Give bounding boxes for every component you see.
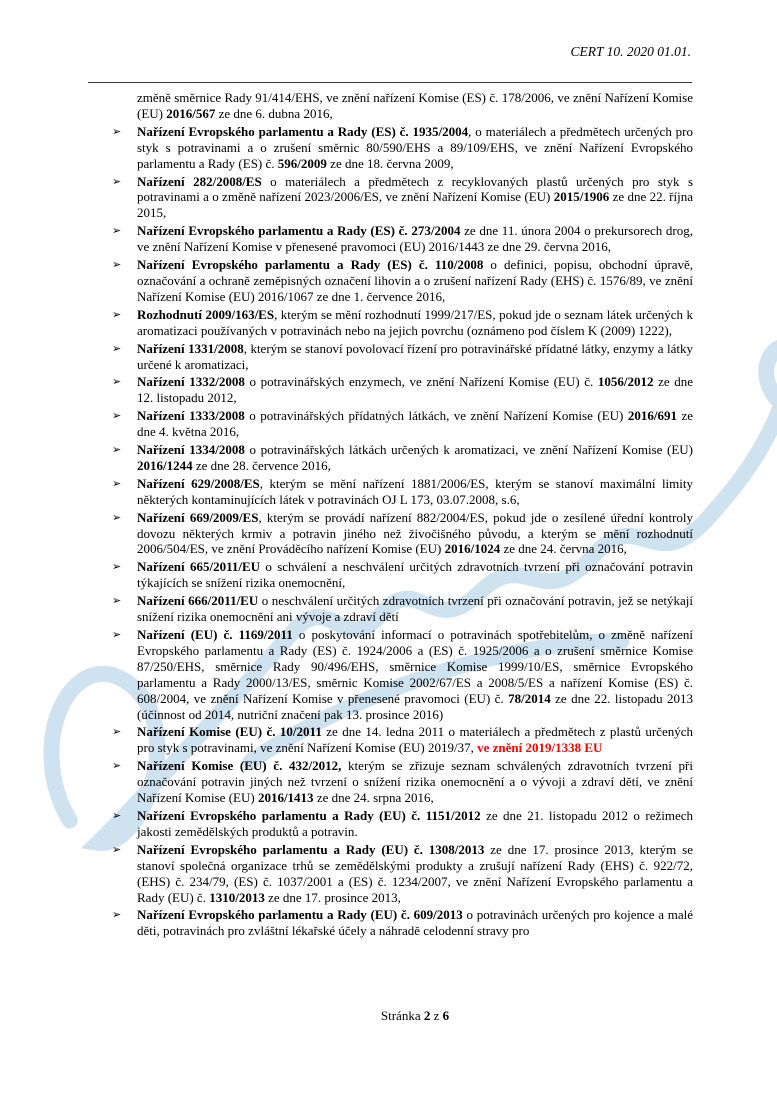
text-segment: Nařízení 665/2011/EU <box>137 559 261 575</box>
list-item-text <box>137 627 693 722</box>
text-segment: Nařízení 1333/2008 <box>137 408 245 424</box>
text-segment: ze dne 18. června 2009, <box>326 155 454 171</box>
text-segment: ze dne 22. října 2015, <box>137 189 693 221</box>
footer <box>137 1008 693 1024</box>
text-segment: Nařízení 1332/2008 <box>137 374 245 390</box>
arrow-bullet-icon: ➢ <box>112 628 122 641</box>
list-item-text <box>137 174 693 221</box>
text-segment: , o materiálech a předmětech určených pro styk s potravinami a o zrušení směrnic 80/590/EHS a 89/109/EHS, ve znění Nařízení Evropského parlamentu a Rady (ES) č. <box>137 123 694 171</box>
list-item <box>112 627 693 722</box>
text-segment: Nařízení 669/2009/ES <box>137 509 259 525</box>
text-segment: 1056/2012 <box>597 374 654 390</box>
text-segment: ze dne 4. května 2016, <box>137 408 693 440</box>
text-segment: Nařízení Evropského parlamentu a Rady (EU) č. 1151/2012 <box>137 807 481 823</box>
arrow-bullet-icon: ➢ <box>112 443 122 457</box>
text-segment: 596/2009 <box>277 155 327 171</box>
text-segment: , kterým se stanoví povolovací řízení pro potravinářské přídatné látky, enzymy a látky určené k aromatizaci, <box>137 340 693 372</box>
list-item <box>112 340 693 373</box>
text-segment: změně směrnice Rady 91/414/EHS, ve znění nařízení Komise (ES) č. 178/2006, ve znění Nařízení Komise (EU) <box>137 90 693 121</box>
list-item-text <box>137 374 693 405</box>
text-segment: ze dne 28. července 2016, <box>192 457 331 473</box>
text-segment: , kterým se mění nařízení 1881/2006/ES, kterým se stanoví maximální limity některých kontaminujících látek v potravinách OJ L 173, 03.07.2008, s.6, <box>137 475 694 507</box>
text-segment: o materiálech a předmětech z recyklovaných plastů určených pro styk s potravinami a o změně nařízení 2023/2006/ES, ve znění Nařízení Komise (EU) <box>137 173 694 205</box>
text-segment: o potravinářských látkách určených k aromatizaci, ve znění Nařízení Komise (EU) <box>244 442 693 458</box>
text-segment: Nařízení Evropského parlamentu a Rady (ES) č. 273/2004 <box>137 223 461 239</box>
regulation-list <box>112 123 694 939</box>
text-segment: ze dne 24. srpna 2016, <box>313 790 434 806</box>
list-item <box>112 123 694 172</box>
list-item-text <box>137 842 693 905</box>
list-item-text <box>137 559 693 590</box>
text-segment: 2015/1906 <box>553 189 610 205</box>
text-segment: ze dne 24. června 2016, <box>500 541 627 557</box>
text-segment: ze dne 6. dubna 2016, <box>215 105 333 121</box>
text-segment: Nařízení 629/2008/ES <box>137 475 260 491</box>
list-item-text <box>137 808 693 839</box>
list-item-text <box>137 724 693 755</box>
list-item-text <box>137 476 693 507</box>
footer-separator: z <box>430 1008 443 1023</box>
list-item-text <box>137 223 693 254</box>
list-item <box>112 509 693 558</box>
arrow-bullet-icon: ➢ <box>112 725 122 739</box>
arrow-bullet-icon: ➢ <box>112 307 122 321</box>
list-item-text <box>137 257 693 304</box>
header-date: CERT 10. 2020 01.01. <box>570 44 691 59</box>
arrow-bullet-icon: ➢ <box>112 594 122 608</box>
arrow-bullet-icon: ➢ <box>112 224 122 238</box>
arrow-bullet-icon: ➢ <box>112 560 122 574</box>
arrow-bullet-icon: ➢ <box>112 908 122 922</box>
text-segment: Nařízení Evropského parlamentu a Rady (EU) č. 1308/2013 <box>137 841 485 857</box>
text-segment: ze dne 21. listopadu 2012 o režimech jakosti zemědělských produktů a potravin. <box>137 807 693 839</box>
list-item-text <box>137 442 693 473</box>
text-segment: 2016/1413 <box>257 790 314 806</box>
arrow-bullet-icon: ➢ <box>112 842 122 856</box>
list-item <box>112 758 693 806</box>
text-segment: ze dne 14. ledna 2011 o materiálech a předmětech z plastů určených pro styk s potravinami, ve znění Nařízení Komise (EU) 2019/37, <box>137 724 693 756</box>
text-segment: o definici, popisu, obchodní úpravě, označování a ochraně zeměpisných označení lihovin a o zrušení nařízení Rady (EHS) č. 1576/89, ve znění Nařízení Komise (EU) 2016/1067 ze dne 1. července 2016, <box>137 257 693 304</box>
text-segment: 2016/691 <box>627 408 677 424</box>
list-item-text <box>137 341 693 372</box>
list-item <box>112 442 693 474</box>
list-item-text <box>137 124 693 171</box>
text-segment: Nařízení 1331/2008 <box>137 340 244 356</box>
text-segment: ze dne 17. prosince 2013, <box>264 889 401 905</box>
arrow-bullet-icon: ➢ <box>112 341 122 355</box>
text-segment: Rozhodnutí 2009/163/ES <box>137 306 275 322</box>
footer-page-number: 2 <box>423 1008 431 1023</box>
list-item <box>112 593 693 625</box>
arrow-bullet-icon: ➢ <box>112 510 122 524</box>
arrow-bullet-icon: ➢ <box>112 375 122 389</box>
arrow-bullet-icon: ➢ <box>112 174 122 188</box>
footer-page-label: Stránka <box>380 1008 424 1023</box>
text-segment: ze dne 12. listopadu 2012, <box>137 374 694 406</box>
header-divider <box>88 82 692 83</box>
list-item <box>112 907 693 939</box>
list-item <box>112 807 693 840</box>
text-segment: 1310/2013 <box>209 889 265 905</box>
text-segment: o potravinách určených pro kojence a malé děti, potravinách pro zvláštní lékařské účely a náhradě celodenní stravy pro <box>137 907 693 939</box>
footer-page-total: 6 <box>442 1008 450 1023</box>
text-segment: o schválení a neschválení určitých zdravotních tvrzení při označování potravin týkajících se snížení rizika onemocnění, <box>137 559 694 591</box>
text-segment: Nařízení 666/2011/EU <box>137 593 259 609</box>
list-item <box>112 374 694 406</box>
list-item <box>112 559 694 591</box>
text-segment: Nařízení 282/2008/ES <box>137 173 262 189</box>
text-segment: 78/2014 <box>508 690 551 706</box>
list-item-text <box>137 907 693 938</box>
text-segment: Nařízení Evropského parlamentu a Rady (EU) č. 609/2013 <box>137 907 463 923</box>
list-item <box>112 841 693 906</box>
text-segment: 2016/1024 <box>444 541 501 557</box>
text-segment: , kterým se mění rozhodnutí 1999/217/ES, pokud jde o seznam látek určených k aromatizaci používaných v potravinách nebo na jejich povrchu (oznámeno pod číslem K (2009) 1222), <box>137 306 693 338</box>
list-item <box>112 475 694 508</box>
intro-paragraph <box>137 90 693 122</box>
arrow-bullet-icon: ➢ <box>112 258 122 272</box>
text-segment: kterým se zřizuje seznam schválených zdravotních tvrzení při označování potravin jiných než tvrzení o snížení rizika onemocnění a o vývoji a zdraví dětí, ve znění Nařízení Komise (EU) <box>137 758 693 806</box>
list-item-text <box>137 510 693 557</box>
list-item-text <box>137 408 693 439</box>
text-segment: o neschválení určitých zdravotních tvrzení při označování potravin, jež se netýkají snížení rizika onemocnění ani vývoje a zdraví dětí <box>137 593 693 625</box>
text-segment: Nařízení (EU) č. 1169/2011 <box>137 627 293 642</box>
text-segment: o potravinářských přídatných látkách, ve znění Nařízení Komise (EU) <box>244 408 628 424</box>
text-segment: Nařízení Komise (EU) č. 10/2011 <box>137 724 322 740</box>
text-segment: o potravinářských enzymech, ve znění Nařízení Komise (EU) č. <box>244 374 598 390</box>
text-segment: Nařízení Komise (EU) č. 432/2012, <box>137 758 342 774</box>
list-item <box>112 724 693 756</box>
arrow-bullet-icon: ➢ <box>112 476 122 490</box>
list-item-text <box>137 758 693 805</box>
text-segment: Nařízení Evropského parlamentu a Rady (ES) č. 110/2008 <box>137 257 484 273</box>
text-segment: 2016/567 <box>166 105 216 121</box>
arrow-bullet-icon: ➢ <box>112 124 122 138</box>
arrow-bullet-icon: ➢ <box>112 808 122 822</box>
list-item <box>112 408 693 440</box>
text-segment: ze dne 17. prosince 2013, kterým se stanoví společná organizace trhů se zemědělskými produkty a zrušují nařízení Rady (EHS) č. 922/72, (EHS) č. 234/79, (ES) č. 1037/2001 a (ES) č. 1234/2007, ve znění Nařízení Evropského parlamentu a Rady (EU) č. <box>137 841 693 905</box>
document-body <box>112 90 694 941</box>
list-item <box>112 306 693 339</box>
list-item-text <box>137 593 693 624</box>
text-segment: , kterým se provádí nařízení 882/2004/ES, pokud jde o zesílené úřední kontroly dovozu některých krmiv a potravin jiného než živočišného původu, a kterým se mění rozhodnutí 2006/504/ES, ve znění Prováděcího nařízení Komise (EU) <box>137 509 693 557</box>
list-item-text <box>137 307 693 338</box>
text-segment: Nařízení Evropského parlamentu a Rady (ES) č. 1935/2004 <box>137 123 469 139</box>
arrow-bullet-icon: ➢ <box>112 409 122 423</box>
text-segment: Nařízení 1334/2008 <box>137 442 245 458</box>
arrow-bullet-icon: ➢ <box>112 759 122 773</box>
text-segment: 2016/1244 <box>137 457 193 473</box>
text-segment: ze dne 22. listopadu 2013 (účinnost od 2014, nutriční značení pak 13. prosince 2016) <box>137 690 693 722</box>
text-segment: o poskytování informací o potravinách spotřebitelům, o změně nařízení Evropského parlamentu a Rady (ES) č. 1924/2006 a (ES) č. 1925/2006 a o zrušení směrnice Komise 87/250/EHS, směrnice Rady 90/496/EHS, směrnice Komise 1999/10/ES, směrnice Evropského parlamentu a Rady 2000/13/ES, směrnic Komise 2002/67/ES a 2008/5/ES a nařízení Komise (ES) č. 608/2004, ve znění Nařízení Komise v přenesené pravomoci (EU) č. <box>137 627 693 706</box>
text-segment: ze dne 11. února 2004 o prekursorech drog, ve znění Nařízení Komise v přenesené pravomoci (EU) 2016/1443 ze dne 29. června 2016, <box>137 223 693 255</box>
text-segment: ve znění 2019/1338 EU <box>477 740 603 756</box>
list-item <box>112 223 693 255</box>
list-item <box>112 257 693 305</box>
list-item <box>112 173 694 222</box>
